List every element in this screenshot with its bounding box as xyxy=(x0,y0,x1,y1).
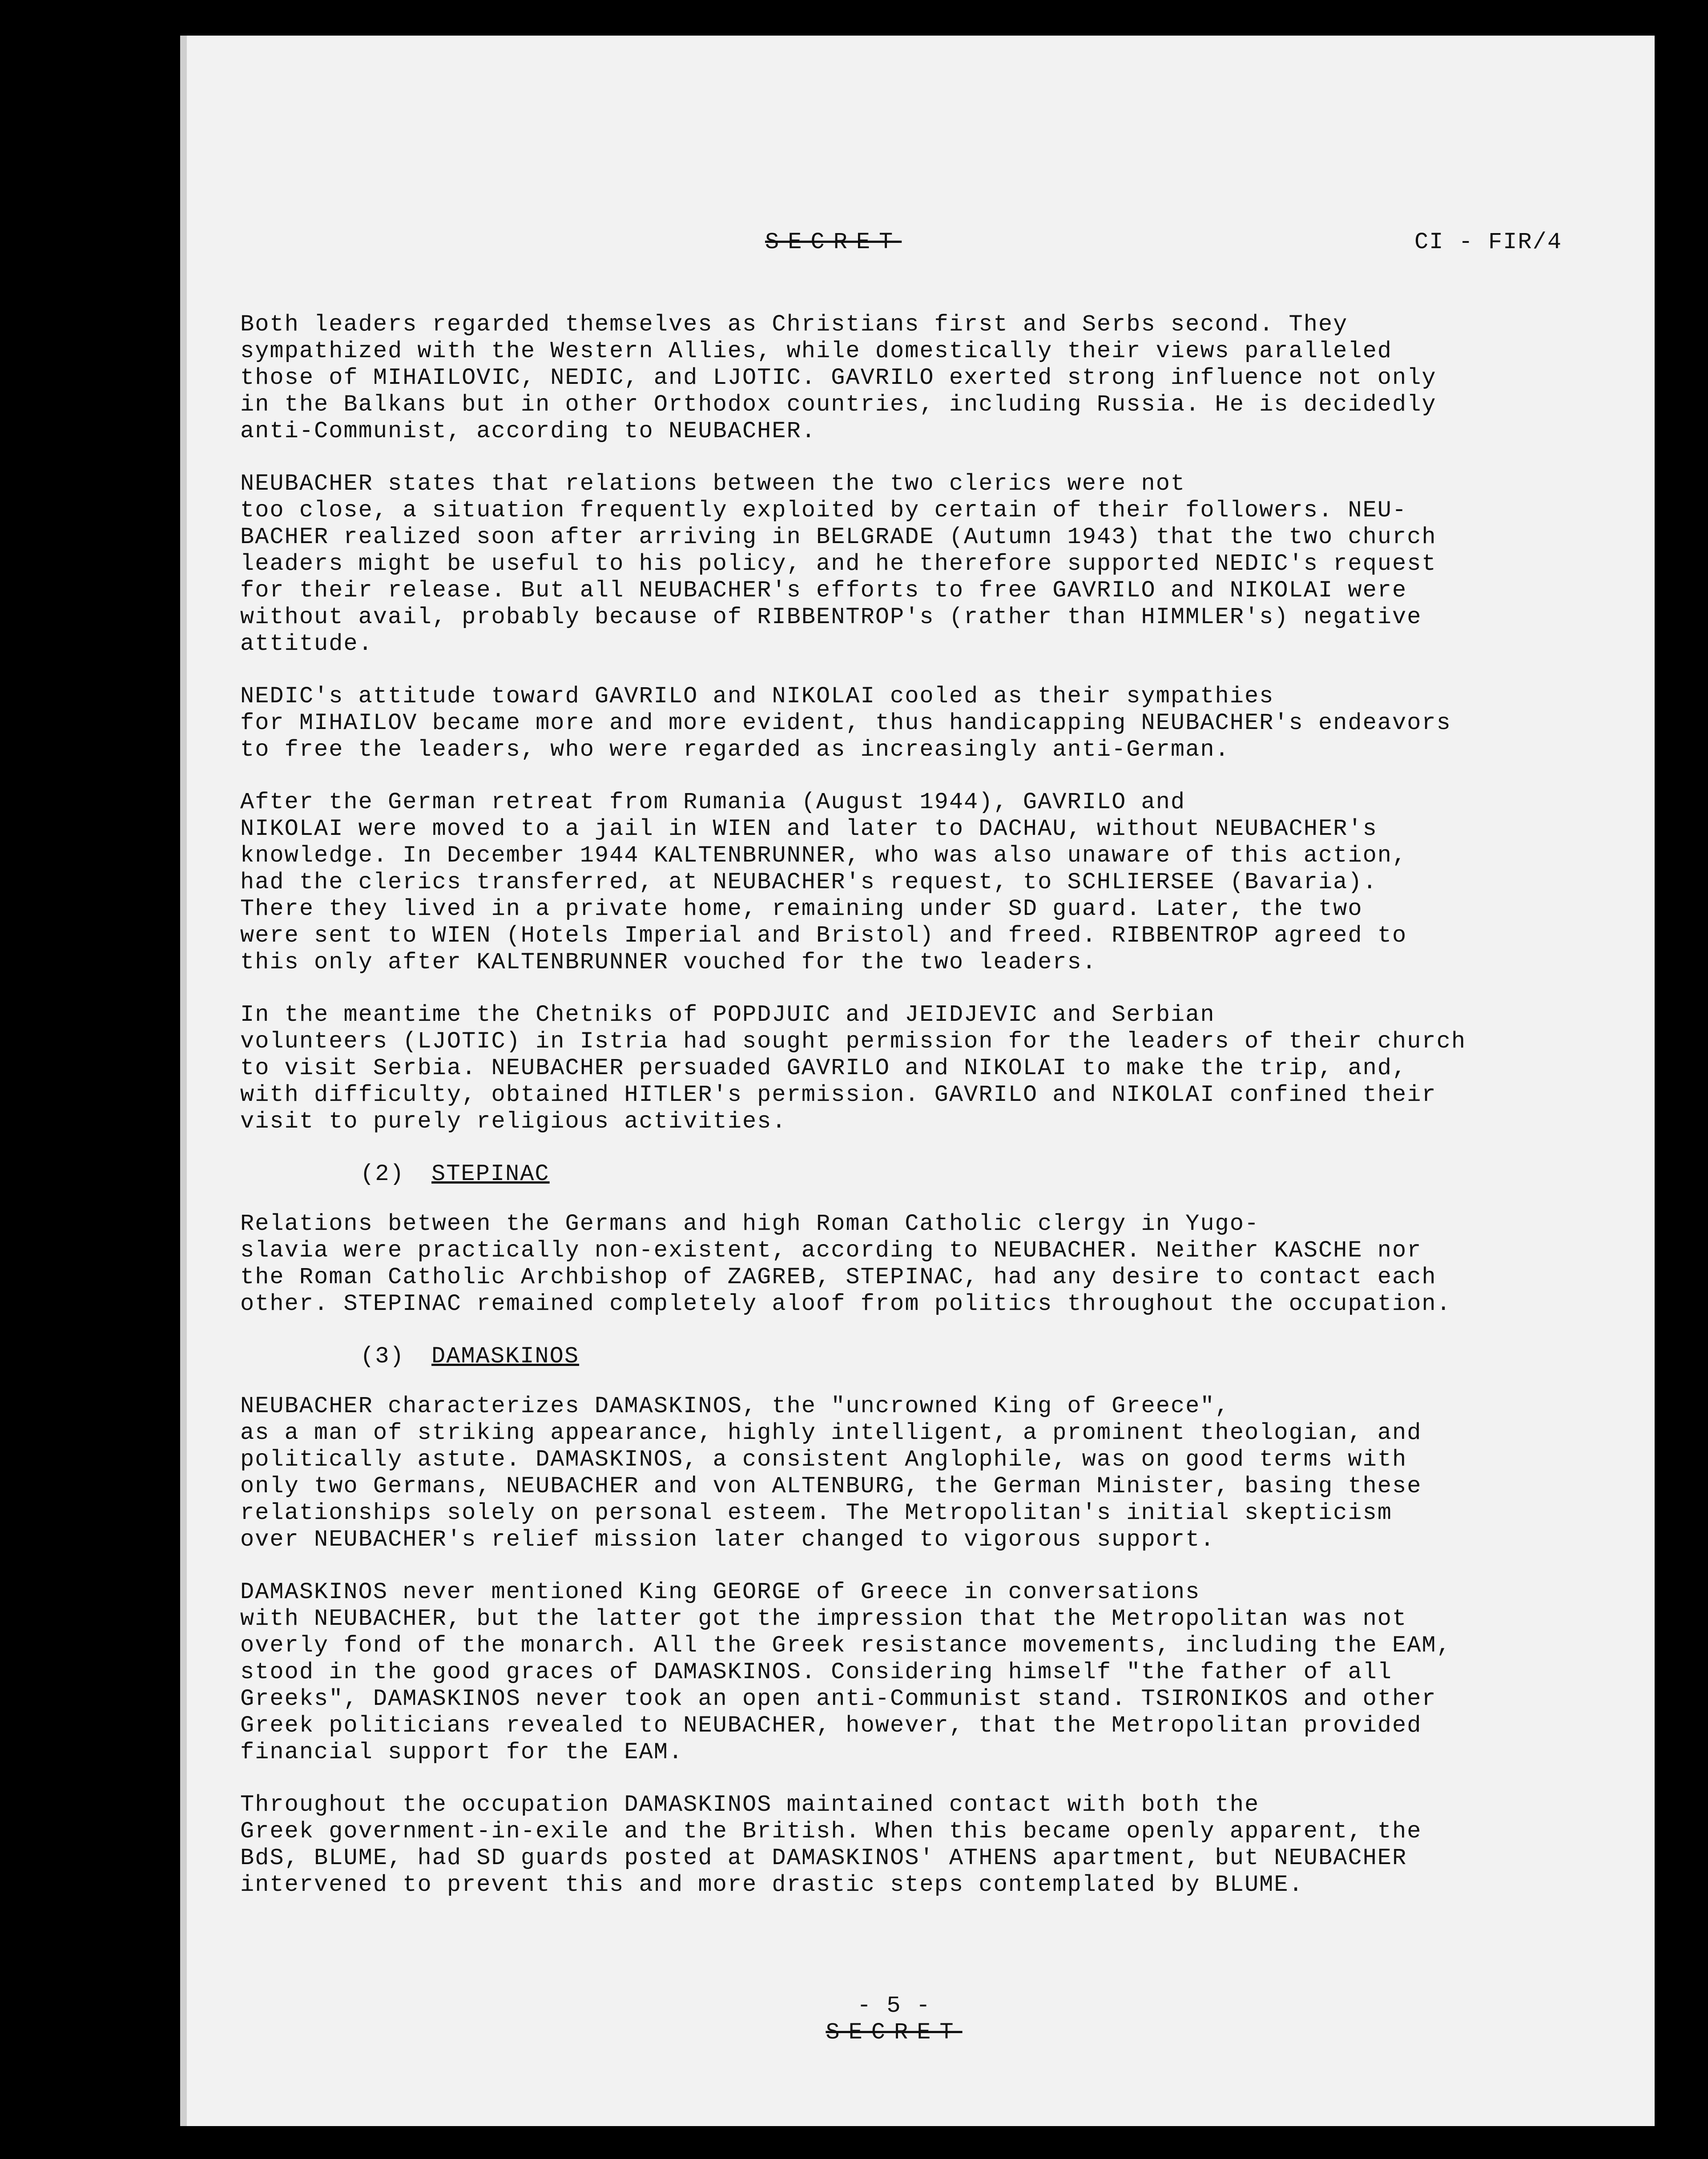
paragraph-8: DAMASKINOS never mentioned King GEORGE of Greece in conversations with NEUBACHER, but the latter got the impression that the Metropolitan was not overly fond of the monarch. All the Greek resistance movements, including the EAM, stood in the good graces of DAMASKINOS. Considering himself "the father of all Greeks", DAMASKINOS never took an open anti-Communist stand. TSIRONIKOS and other Greek politicians revealed to NEUBACHER, however, that the Metropolitan provided financial support for the EAM. xyxy=(240,1579,1451,1765)
paragraph-4: After the German retreat from Rumania (August 1944), GAVRILO and NIKOLAI were moved to a jail in WIEN and later to DACHAU, without NEUBACHER's knowledge. In December 1944 KALTENBRUNNER, who was also unaware of this action, had the clerics transferred, at NEUBACHER's request, to SCHLIERSEE (Bavaria). There they lived in a private home, remaining under SD guard. Later, the two were sent to WIEN (Hotels Imperial and Bristol) and freed. RIBBENTROP agreed to this only after KALTENBRUNNER vouched for the two leaders. xyxy=(240,789,1407,975)
section-number: (2) xyxy=(360,1161,405,1187)
paragraph-2: NEUBACHER states that relations between the two clerics were not too close, a situation frequently exploited by certain of their followers. NEU- BACHER realized soon after arriving in BELGRADE (Autumn 1943) that the two church leaders might be useful to his policy, and he therefore supported NEDIC's request for their release. But all NEUBACHER's efforts to free GAVRILO and NIKOLAI were without avail, probably because of RIBBENTROP's (rather than HIMMLER's) negative attitude. xyxy=(240,471,1437,657)
paragraph-9: Throughout the occupation DAMASKINOS maintained contact with both the Greek government-in-exile and the British. When this became openly apparent, the BdS, BLUME, had SD guards posted at DAMASKINOS' ATHENS apartment, but NEUBACHER intervened to prevent this and more drastic steps contemplated by BLUME. xyxy=(240,1792,1422,1898)
paragraph-5: In the meantime the Chetniks of POPDJUIC and JEIDJEVIC and Serbian volunteers (LJOTIC) in Istria had sought permission for the leaders of their church to visit Serbia. NEUBACHER persuaded GAVRILO and NIKOLAI to make the trip, and, with difficulty, obtained HITLER's permission. GAVRILO and NIKOLAI confined their visit to purely religious activities. xyxy=(240,1002,1466,1135)
document-reference: CI - FIR/4 xyxy=(1414,229,1563,255)
paragraph-3: NEDIC's attitude toward GAVRILO and NIKOLAI cooled as their sympathies for MIHAILOV became more and more evident, thus handicapping NEUBACHER's endeavors to free the leaders, who were regarded as increasingly anti-German. xyxy=(240,683,1451,763)
classification-marking-top: SECRET xyxy=(765,229,902,255)
section-number: (3) xyxy=(360,1343,405,1370)
section-title: DAMASKINOS xyxy=(431,1343,580,1370)
document-page xyxy=(187,36,1655,2126)
document-body xyxy=(240,311,1566,1924)
section-heading-damaskinos xyxy=(240,1343,1566,1370)
classification-marking-bottom: SECRET xyxy=(826,2019,963,2046)
page-header xyxy=(187,229,1655,260)
page-footer xyxy=(187,1993,1655,2046)
page-number: - 5 - xyxy=(857,1993,931,2019)
section-title: STEPINAC xyxy=(431,1161,550,1187)
section-heading-stepinac xyxy=(240,1161,1566,1188)
paragraph-1: Both leaders regarded themselves as Christians first and Serbs second. They sympathized with the Western Allies, while domestically their views paralleled those of MIHAILOVIC, NEDIC, and LJOTIC. GAVRILO exerted strong influence not only in the Balkans but in other Orthodox countries, including Russia. He is decidedly anti-Communist, according to NEUBACHER. xyxy=(240,311,1437,444)
paragraph-7: NEUBACHER characterizes DAMASKINOS, the "uncrowned King of Greece", as a man of striking appearance, highly intelligent, a prominent theologian, and politically astute. DAMASKINOS, a consistent Anglophile, was on good terms with only two Germans, NEUBACHER and von ALTENBURG, the German Minister, basing these relationships solely on personal esteem. The Metropolitan's initial skepticism over NEUBACHER's relief mission later changed to vigorous support. xyxy=(240,1393,1422,1553)
paragraph-6: Relations between the Germans and high Roman Catholic clergy in Yugo- slavia were practically non-existent, according to NEUBACHER. Neither KASCHE nor the Roman Catholic Archbishop of ZAGREB, STEPINAC, had any desire to contact each other. STEPINAC remained completely aloof from politics throughout the occupation. xyxy=(240,1211,1451,1317)
